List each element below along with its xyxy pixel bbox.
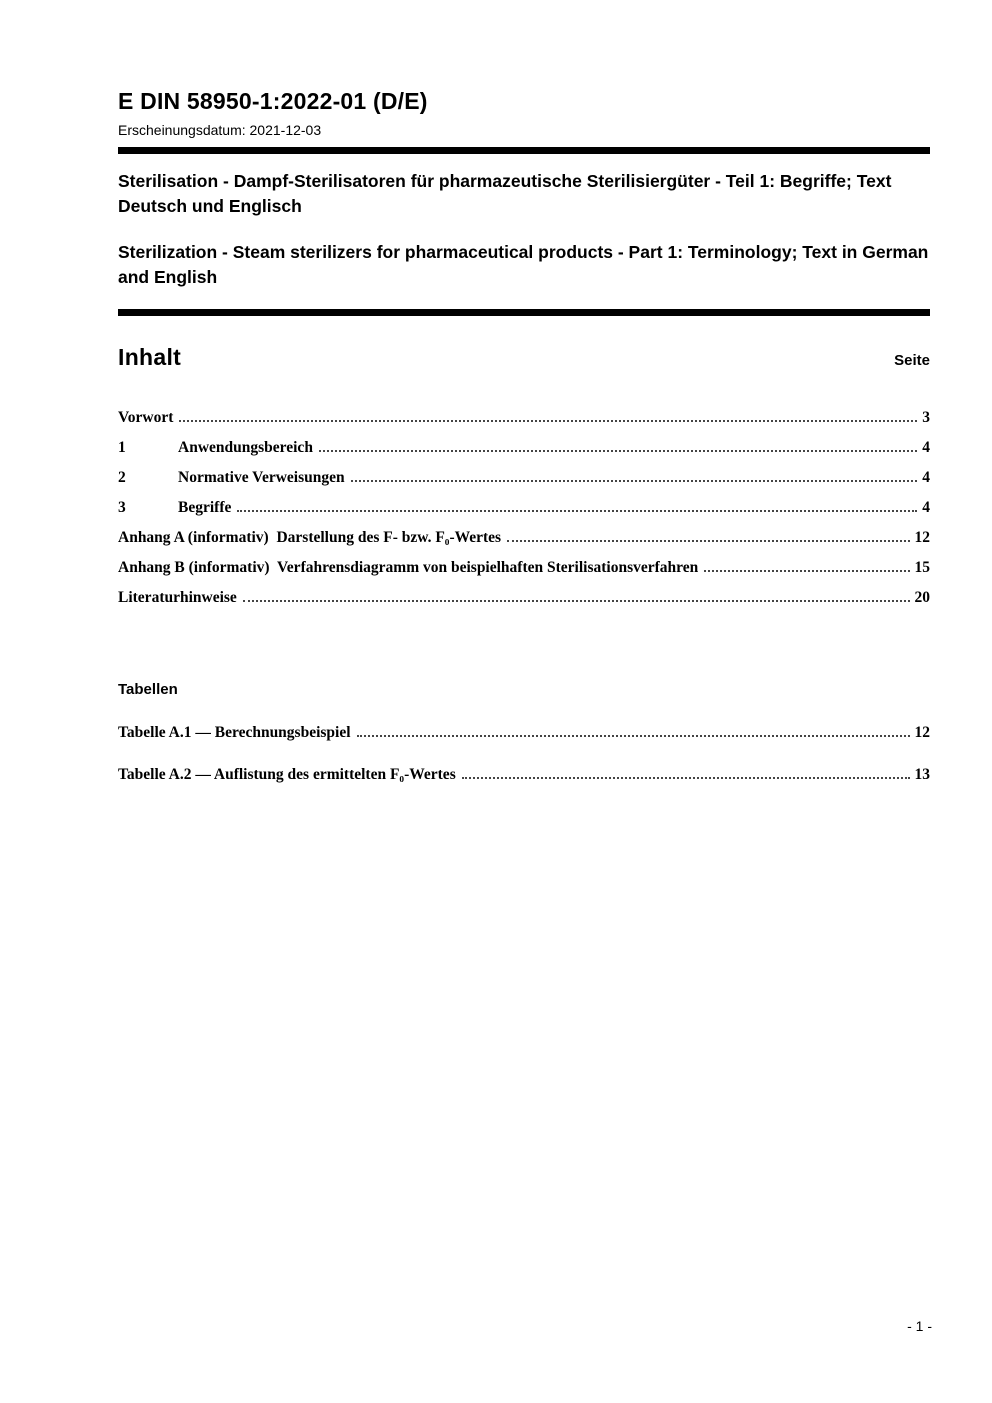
- document-title-english: Sterilization - Steam sterilizers for pharmaceutical products - Part 1: Terminology; Text in German and English: [118, 242, 929, 287]
- toc-entry-label: Anwendungsbereich: [178, 439, 313, 456]
- toc-entry-number: 3: [118, 499, 126, 516]
- toc-dot-leader: [357, 735, 910, 737]
- toc-entry-page: 20: [914, 589, 930, 606]
- tables-section-heading: Tabellen: [118, 681, 178, 698]
- toc-entry-page: 4: [922, 469, 930, 486]
- toc-entry: [118, 439, 930, 469]
- toc-entry-page: 4: [922, 499, 930, 516]
- toc-page-column-label: Seite: [894, 352, 930, 369]
- toc-dot-leader: [462, 777, 910, 779]
- toc-entry-number: 1: [118, 439, 126, 456]
- toc-entry: [118, 409, 930, 439]
- table-entry-page: 13: [914, 766, 930, 783]
- table-entry-label: Tabelle A.2 — Auflistung des ermittelten F₀-Wertes: [118, 766, 456, 783]
- toc-entry-page: 15: [914, 559, 930, 576]
- page-number: - 1 -: [907, 1318, 932, 1334]
- toc-dot-leader: [319, 450, 917, 452]
- toc-entry-label: Literaturhinweise: [118, 589, 237, 606]
- toc-entry-label: Normative Verweisungen: [178, 469, 345, 486]
- toc-dot-leader: [351, 480, 918, 482]
- toc-header-row: [118, 344, 930, 371]
- toc-entry-label: Vorwort: [118, 409, 174, 426]
- toc-dot-leader: [507, 540, 909, 542]
- toc-entry: [118, 469, 930, 499]
- toc-entry-page: 12: [914, 529, 930, 546]
- toc-entry-number: 2: [118, 469, 126, 486]
- release-date: Erscheinungsdatum: 2021-12-03: [118, 122, 322, 138]
- toc-entry: [118, 559, 930, 589]
- toc-heading: Inhalt: [118, 344, 182, 370]
- table-entry-page: 12: [914, 724, 930, 741]
- toc-dot-leader: [179, 420, 917, 422]
- table-entry: [118, 766, 930, 808]
- toc-dot-leader: [243, 600, 910, 602]
- toc-entry: [118, 589, 930, 619]
- table-entry: [118, 724, 930, 766]
- divider-bar-bottom: [118, 309, 930, 316]
- toc-dot-leader: [704, 570, 909, 572]
- tables-list: [118, 724, 930, 808]
- toc-dot-leader: [237, 510, 917, 512]
- toc-entry: [118, 529, 930, 559]
- toc-entry: [118, 499, 930, 529]
- table-of-contents: [118, 409, 930, 619]
- document-number: E DIN 58950-1:2022-01 (D/E): [118, 88, 428, 114]
- toc-entry-page: 3: [922, 409, 930, 426]
- table-entry-label: Tabelle A.1 — Berechnungsbeispiel: [118, 724, 351, 741]
- toc-entry-label: Anhang A (informativ) Darstellung des F- bzw. F₀-Wertes: [118, 529, 502, 546]
- document-title-german: Sterilisation - Dampf-Sterilisatoren für pharmazeutische Sterilisiergüter - Teil 1: Begriffe; Text Deutsch und Englisch: [118, 171, 892, 216]
- toc-entry-page: 4: [922, 439, 930, 456]
- toc-entry-label: Begriffe: [178, 499, 232, 516]
- toc-entry-label: Anhang B (informativ) Verfahrensdiagramm von beispielhaften Sterilisationsverfahren: [118, 559, 699, 576]
- divider-bar-top: [118, 147, 930, 154]
